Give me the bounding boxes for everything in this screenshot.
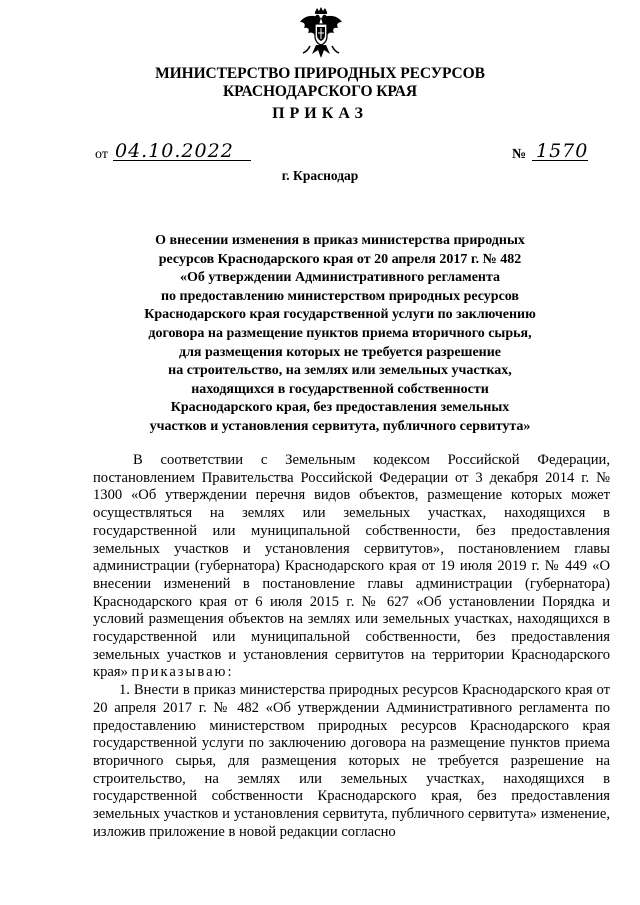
body-paragraph: [93, 682, 610, 841]
subject-line: Краснодарского края, без предоставления земельных: [170, 400, 510, 416]
handwritten-number: 1570: [536, 140, 589, 162]
body-paragraph: [93, 452, 610, 682]
subject-line: участков и установления сервитута, публичного сервитута»: [149, 418, 531, 434]
city-label: г. Краснодар: [281, 168, 359, 183]
ministry-name-line1: МИНИСТЕРСТВО ПРИРОДНЫХ РЕСУРСОВ: [155, 65, 485, 82]
paragraph-text: 1. Внести в приказ министерства природных ресурсов Краснодарского края от 20 апреля 2017 г. № 482 «Об утверждении Административного регламента по предоставлению министерством природных ресурсов Краснодарского края государственной услуги по заключению договора на размещение пунктов приема вторичного сырья, для размещения которых не требуется разрешение на строительство, на землях или земельных участках, находящихся в государственной собственности Краснодарского края, без предоставления земельных участков и установления сервитута, публичного сервитута» изменение, изложив приложение в новой редакции согласно: [93, 682, 610, 840]
date-underline: [113, 160, 251, 161]
paragraph-text: В соответствии с Земельным кодексом Российской Федерации, постановлением Правительства Российской Федерации от 3 декабря 2014 г. № 1300 «Об утверждении перечня видов объектов, размещение которых может осуществляться на землях или земельных участках, находящихся в государственной или муниципальной собственности, без предоставления земельных участков и установления сервитутов», постановлением главы администрации (губернатора) Краснодарского края от 19 июля 2019 г. № 449 «О внесении изменений в постановление главы администрации (губернатора) Краснодарского края от 6 июля 2015 г. № 627 «Об установлении Порядка и условий размещения объектов на землях или земельных участках, находящихся в государственной или муниципальной собственности, без предоставления земельных участков и установления сервитутов на территории Краснодарского края»: [93, 452, 610, 681]
subject-line: по предоставлению министерством природных ресурсов: [160, 288, 519, 304]
subject-line: для размещения которых не требуется разрешение: [178, 344, 502, 360]
order-verb: приказываю:: [131, 664, 234, 681]
subject-line: договора на размещение пунктов приема вторичного сырья,: [148, 325, 532, 341]
subject-line: на строительство, на землях или земельных участках,: [168, 363, 512, 379]
date-number-row: [0, 140, 640, 166]
document-type-title: ПРИКАЗ: [272, 105, 368, 122]
subject-line: ресурсов Краснодарского края от 20 апреля 2017 г. № 482: [158, 251, 522, 267]
coat-of-arms-icon: [298, 6, 344, 60]
order-subject-heading: [100, 232, 580, 437]
document-body: [93, 452, 610, 841]
subject-line: О внесении изменения в приказ министерства природных: [155, 233, 525, 248]
ministry-name-line2: КРАСНОДАРСКОГО КРАЯ: [223, 83, 417, 100]
subject-line: «Об утверждении Административного регламента: [179, 270, 501, 286]
number-prefix-label: №: [512, 147, 527, 162]
date-prefix-label: от: [95, 147, 108, 162]
subject-line: находящихся в государственной собственности: [191, 381, 489, 397]
number-underline: [532, 160, 588, 161]
subject-line: Краснодарского края государственной услуги по заключению: [144, 307, 536, 323]
handwritten-date: 04.10.2022: [115, 140, 234, 162]
